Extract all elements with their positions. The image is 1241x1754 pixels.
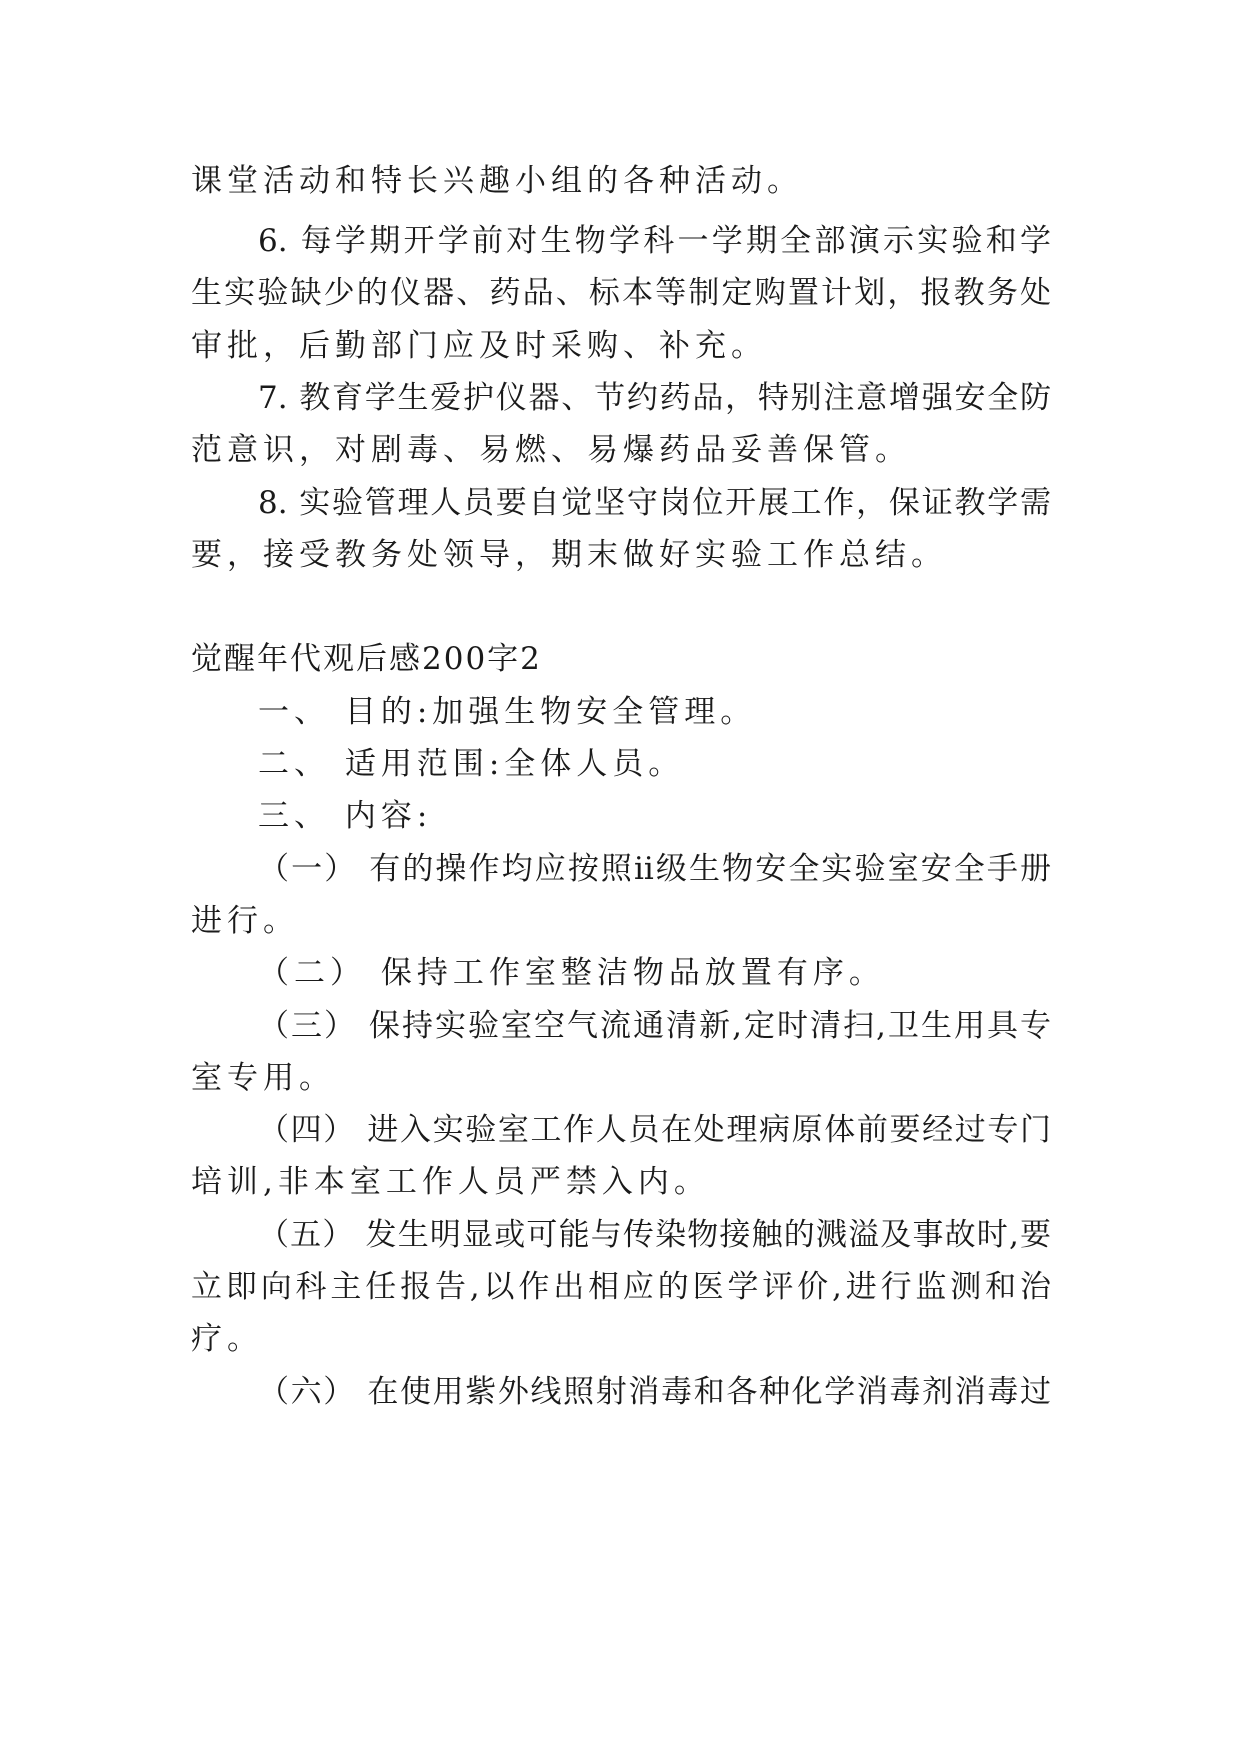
clause-4-line-2: 培训,非本室工作人员严禁入内。 [191,1164,710,1200]
text-line: 课堂活动和特长兴趣小组的各种活动。 [191,163,803,199]
clause-3-line-1: （三） 保持实验室空气流通清新,定时清扫,卫生用具专 [258,1008,1051,1044]
clause-2: （二） 保持工作室整洁物品放置有序。 [258,955,885,991]
clause-6-line-1: （六） 在使用紫外线照射消毒和各种化学消毒剂消毒过 [258,1374,1051,1410]
clause-3-line-2: 室专用。 [191,1060,335,1096]
list-item-7-line-1: 7. 教育学生爱护仪器、节约药品，特别注意增强安全防 [258,380,1051,416]
clause-5-line-3: 疗。 [191,1321,263,1357]
clause-1-line-2: 进行。 [191,903,299,939]
clause-5-line-1: （五） 发生明显或可能与传染物接触的溅溢及事故时,要 [258,1217,1051,1253]
section-heading: 觉醒年代观后感200字2 [191,641,542,677]
paragraph-content: 三、 内容: [258,798,433,834]
clause-4-line-1: （四） 进入实验室工作人员在处理病原体前要经过专门 [258,1112,1051,1148]
paragraph-scope: 二、 适用范围:全体人员。 [258,746,685,782]
list-item-6-line-2: 生实验缺少的仪器、药品、标本等制定购置计划，报教务处 [191,275,1051,311]
clause-1-line-1: （一） 有的操作均应按照ii级生物安全实验室安全手册 [258,851,1051,887]
clause-5-line-2: 立即向科主任报告,以作出相应的医学评价,进行监测和治 [191,1269,1051,1305]
list-item-8-line-1: 8. 实验管理人员要自觉坚守岗位开展工作，保证教学需 [258,485,1051,521]
list-item-8-line-2: 要，接受教务处领导，期末做好实验工作总结。 [191,537,947,573]
paragraph-purpose: 一、 目的:加强生物安全管理。 [258,694,757,730]
list-item-7-line-2: 范意识，对剧毒、易燃、易爆药品妥善保管。 [191,432,911,468]
list-item-6-line-1: 6. 每学期开学前对生物学科一学期全部演示实验和学 [258,223,1051,259]
list-item-6-line-3: 审批，后勤部门应及时采购、补充。 [191,328,767,364]
